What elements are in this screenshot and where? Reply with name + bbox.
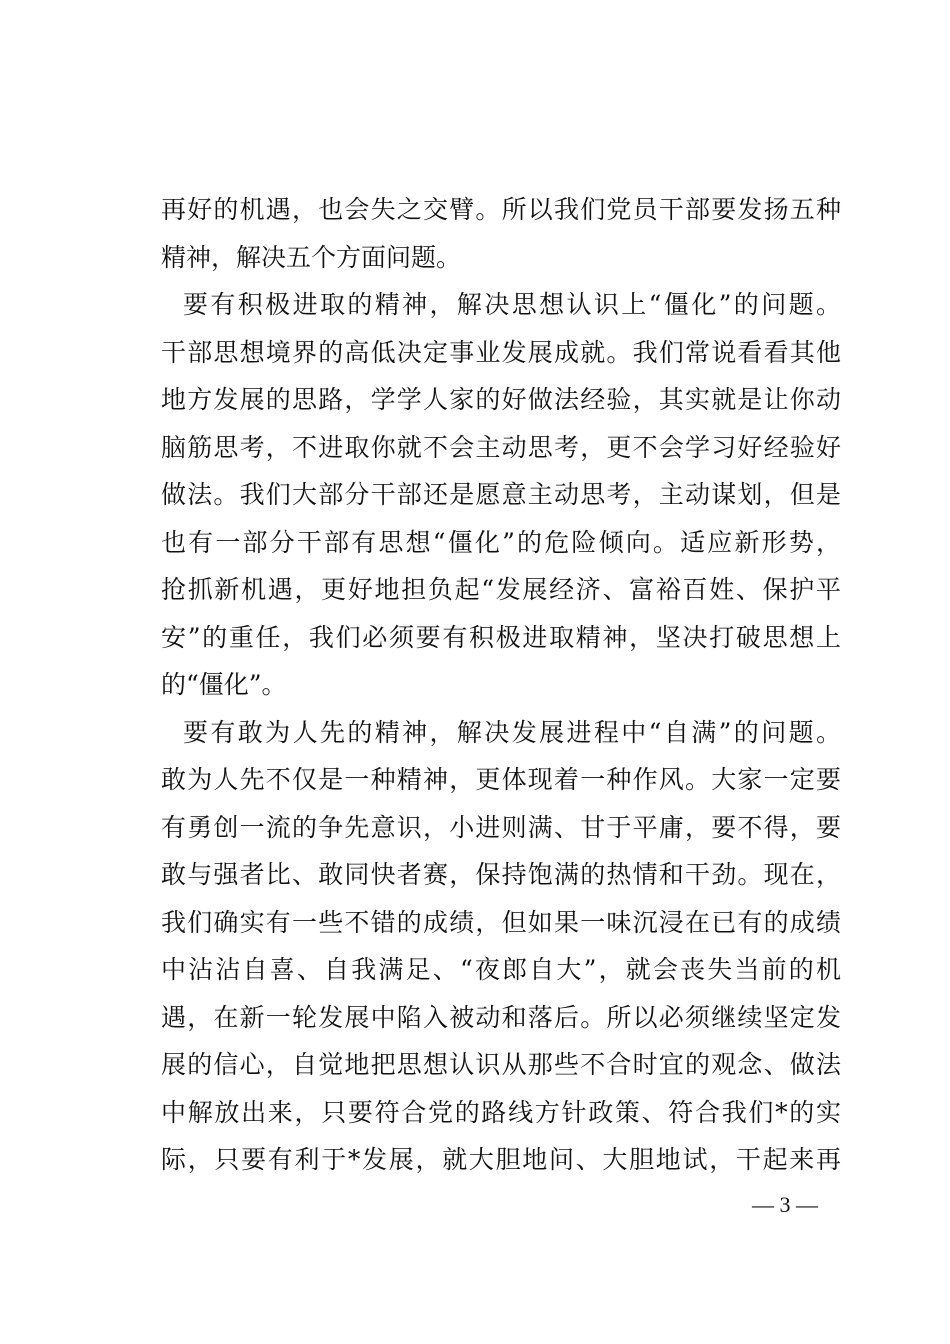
text-line: 的“僵化”。 [161, 670, 287, 699]
text-line: 际，只要有利于*发展，就大胆地问、大胆地试，干起来再 [161, 1145, 841, 1174]
text-line: 再好的机遇，也会失之交臂。所以我们党员干部要发扬五种 [161, 195, 841, 224]
text-line: 脑筋思考，不进取你就不会主动思考，更不会学习好经验好 [161, 432, 841, 462]
text-line: 中解放出来，只要符合党的路线方针政策、符合我们*的实 [161, 1097, 841, 1127]
text-line: 精神，解决五个方面问题。 [161, 242, 462, 272]
text-line: 也有一部分干部有思想“僵化”的危险倾向。适应新形势， [161, 527, 841, 557]
text-line: 敢为人先不仅是一种精神，更体现着一种作风。大家一定要 [161, 765, 841, 794]
text-line: 遇，在新一轮发展中陷入被动和落后。所以必须继续坚定发 [161, 1002, 841, 1032]
text-line: 抢抓新机遇，更好地担负起“发展经济、富裕百姓、保护平 [161, 575, 841, 604]
text-line: 敢与强者比、敢同快者赛，保持饱满的热情和干劲。现在， [161, 860, 841, 889]
text-line: 安”的重任，我们必须要有积极进取精神，坚决打破思想上 [161, 622, 841, 652]
text-line: 做法。我们大部分干部还是愿意主动思考，主动谋划，但是 [161, 480, 841, 509]
text-line: 中沾沾自喜、自我满足、“夜郎自大”，就会丧失当前的机 [161, 955, 841, 984]
body-text [161, 186, 841, 1184]
text-line: 干部思想境界的高低决定事业发展成就。我们常说看看其他 [161, 337, 841, 367]
text-line: 我们确实有一些不错的成绩，但如果一味沉浸在已有的成绩 [161, 907, 841, 937]
text-line: 地方发展的思路，学学人家的好做法经验，其实就是让你动 [161, 385, 841, 414]
text-line: 展的信心，自觉地把思想认识从那些不合时宜的观念、做法 [161, 1050, 841, 1079]
paragraph-heading-line: 要有积极进取的精神，解决思想认识上“僵化”的问题。 [183, 290, 841, 319]
page-number: — 3 — [752, 1192, 818, 1217]
paragraph-heading-line: 要有敢为人先的精神，解决发展进程中“自满”的问题。 [183, 717, 841, 747]
text-line: 有勇创一流的争先意识，小进则满、甘于平庸，要不得，要 [161, 812, 841, 842]
